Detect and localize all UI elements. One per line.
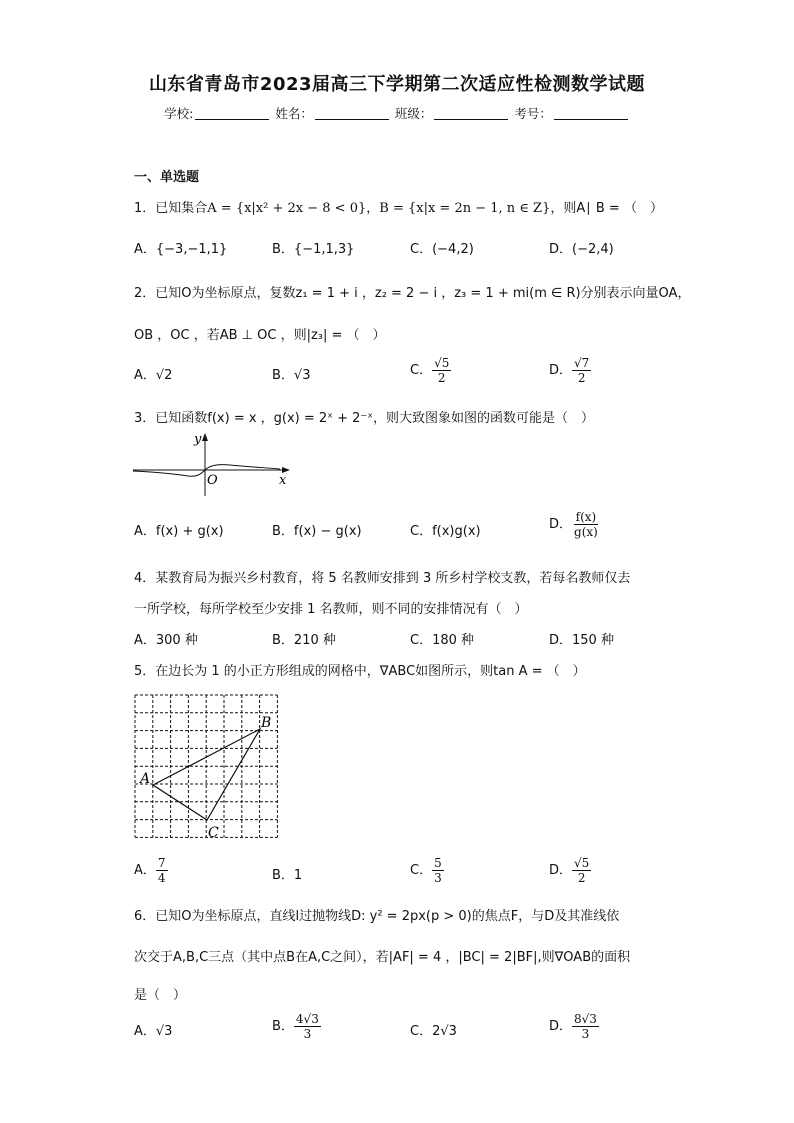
- q5-option-c-label: C．: [410, 863, 433, 878]
- q6-option-b-den: 3: [303, 1027, 312, 1041]
- q5-option-d-label: D．: [549, 863, 573, 878]
- q4-stem-line1: 4．某教育局为振兴乡村教育，将 5 名教师安排到 3 所乡村学校支教，若每名教师仅去: [134, 571, 631, 586]
- q5-option-c-fraction: [432, 856, 444, 885]
- q3-x-label: x: [279, 473, 287, 488]
- q6-option-b-num: 4√3: [295, 1012, 319, 1026]
- q5-grid-figure: [128, 692, 278, 842]
- q1-set-b: B = {x|x = 2n − 1, n ∈ Z}: [379, 201, 551, 216]
- q2-stem-line2: OB ，OC ，若AB ⊥ OC ，则|z₃| = （ ）: [134, 328, 386, 343]
- q2-option-c-fraction: [432, 356, 451, 385]
- q2-option-c-label: C．: [410, 363, 433, 378]
- q6-stem-line3: 是（ ）: [134, 988, 187, 1003]
- school-blank: [195, 107, 269, 120]
- q5-option-c-den: 3: [434, 871, 442, 885]
- q1-sep: ，: [366, 201, 380, 216]
- q5-option-c-num: 5: [434, 856, 442, 870]
- class-label: 班级：: [394, 106, 433, 121]
- q5-label-b: B: [261, 715, 272, 731]
- q2-option-b: B．√3: [272, 368, 311, 383]
- q3-option-d-den: g(x): [574, 525, 598, 539]
- q2-option-d: [549, 356, 591, 385]
- q2-stem-line1: 2．已知O为坐标原点，复数z₁ = 1 + i ，z₂ = 2 − i ，z₃ = 1 + mi(m ∈ R)分别表示向量OA，: [134, 286, 691, 301]
- q3-option-d-label: D．: [549, 517, 573, 532]
- q1-set-a: A = {x|x² + 2x − 8 < 0}: [207, 201, 367, 216]
- name-label: 姓名：: [275, 106, 313, 121]
- q4-option-c: C．180 种: [410, 633, 475, 648]
- class-blank: [434, 107, 508, 120]
- q3-y-label: y: [194, 432, 202, 447]
- q5-option-d-num: √5: [574, 856, 590, 870]
- q5-option-d-fraction: [572, 856, 591, 885]
- q4-option-d: D．150 种: [549, 633, 614, 648]
- q6-option-b: [272, 1012, 321, 1041]
- q6-option-d-label: D．: [549, 1019, 573, 1034]
- q6-stem-line1: 6．已知O为坐标原点，直线l过抛物线D: y² = 2px(p > 0)的焦点F，与D及其准线依: [134, 909, 620, 924]
- student-info: [0, 104, 794, 122]
- q5-option-a-den: 4: [157, 871, 166, 885]
- q3-option-d-fraction: [572, 510, 600, 539]
- q3-stem: 3．已知函数f(x) = x ，g(x) = 2ˣ + 2⁻ˣ，则大致图象如图的函数可能是（ ）: [134, 411, 595, 426]
- q5-option-a-label: A．: [134, 863, 156, 878]
- q3-option-b: B．f(x) − g(x): [272, 524, 362, 539]
- q2-option-d-num: √7: [574, 356, 590, 370]
- q5-option-b: B．1: [272, 868, 303, 883]
- q4-option-b: B．210 种: [272, 633, 336, 648]
- q3-option-c: C．f(x)g(x): [410, 524, 481, 539]
- q3-function-graph: [130, 430, 295, 500]
- q3-option-d-num: f(x): [575, 510, 597, 524]
- q5-grid-lines: [135, 695, 277, 837]
- q1-option-b: B．{−1,1,3}: [272, 242, 355, 257]
- q6-option-b-label: B．: [272, 1019, 294, 1034]
- q4-option-a: A．300 种: [134, 633, 198, 648]
- school-label: 学校:: [164, 106, 194, 121]
- q6-stem-line2: 次交于A,B,C三点（其中点B在A,C之间），若|AF| = 4 ，|BC| = 2|BF|,则∇OAB的面积: [134, 950, 631, 965]
- q6-option-d-fraction: [572, 1012, 599, 1041]
- q5-option-d-den: 2: [577, 871, 586, 885]
- q6-option-d-num: 8√3: [574, 1012, 597, 1026]
- q5-label-a: A: [140, 771, 151, 787]
- q6-option-a: A．√3: [134, 1024, 173, 1039]
- q3-origin-label: O: [207, 473, 218, 488]
- q1-ask: ，则A∣ B = （ ）: [550, 201, 663, 216]
- q1-option-c: C．(−4,2): [410, 242, 474, 257]
- q2-option-a: A．√2: [134, 368, 173, 383]
- q3-option-d: [549, 510, 600, 539]
- q2-option-c-num: √5: [434, 356, 450, 370]
- q6-option-c: C．2√3: [410, 1024, 457, 1039]
- q6-option-d: [549, 1012, 599, 1041]
- q2-option-c-den: 2: [437, 371, 446, 385]
- q2-option-d-fraction: [572, 356, 591, 385]
- q2-option-c: [410, 356, 451, 385]
- q1-prefix: 1．已知集合: [134, 201, 208, 216]
- q5-option-c: [410, 856, 444, 885]
- q5-stem: 5．在边长为 1 的小正方形组成的网格中，∇ABC如图所示，则tan A = （ ）: [134, 664, 586, 679]
- exam-no-blank: [554, 107, 628, 120]
- q5-option-d: [549, 856, 591, 885]
- q2-option-d-label: D．: [549, 363, 573, 378]
- q5-option-a-num: 7: [157, 856, 166, 870]
- page-title: 山东省青岛市2023届高三下学期第二次适应性检测数学试题: [148, 74, 646, 95]
- q3-option-a: A．f(x) + g(x): [134, 524, 224, 539]
- q1-option-a: A．{−3,−1,1}: [134, 242, 228, 257]
- q6-option-d-den: 3: [581, 1027, 590, 1041]
- q5-label-c: C: [208, 825, 219, 841]
- q2-option-d-den: 2: [577, 371, 586, 385]
- section-heading: 一、单选题: [134, 170, 200, 185]
- q5-option-a: [134, 856, 168, 885]
- q4-stem-line2: 一所学校，每所学校至少安排 1 名教师，则不同的安排情况有（ ）: [134, 602, 528, 617]
- q6-option-b-fraction: [294, 1012, 321, 1041]
- q3-y-arrow: [202, 433, 208, 441]
- q1-option-d: D．(−2,4): [549, 242, 614, 257]
- name-blank: [315, 107, 389, 120]
- q5-option-a-fraction: [156, 856, 168, 885]
- q1-stem: [134, 197, 663, 216]
- exam-no-label: 考号：: [514, 106, 552, 121]
